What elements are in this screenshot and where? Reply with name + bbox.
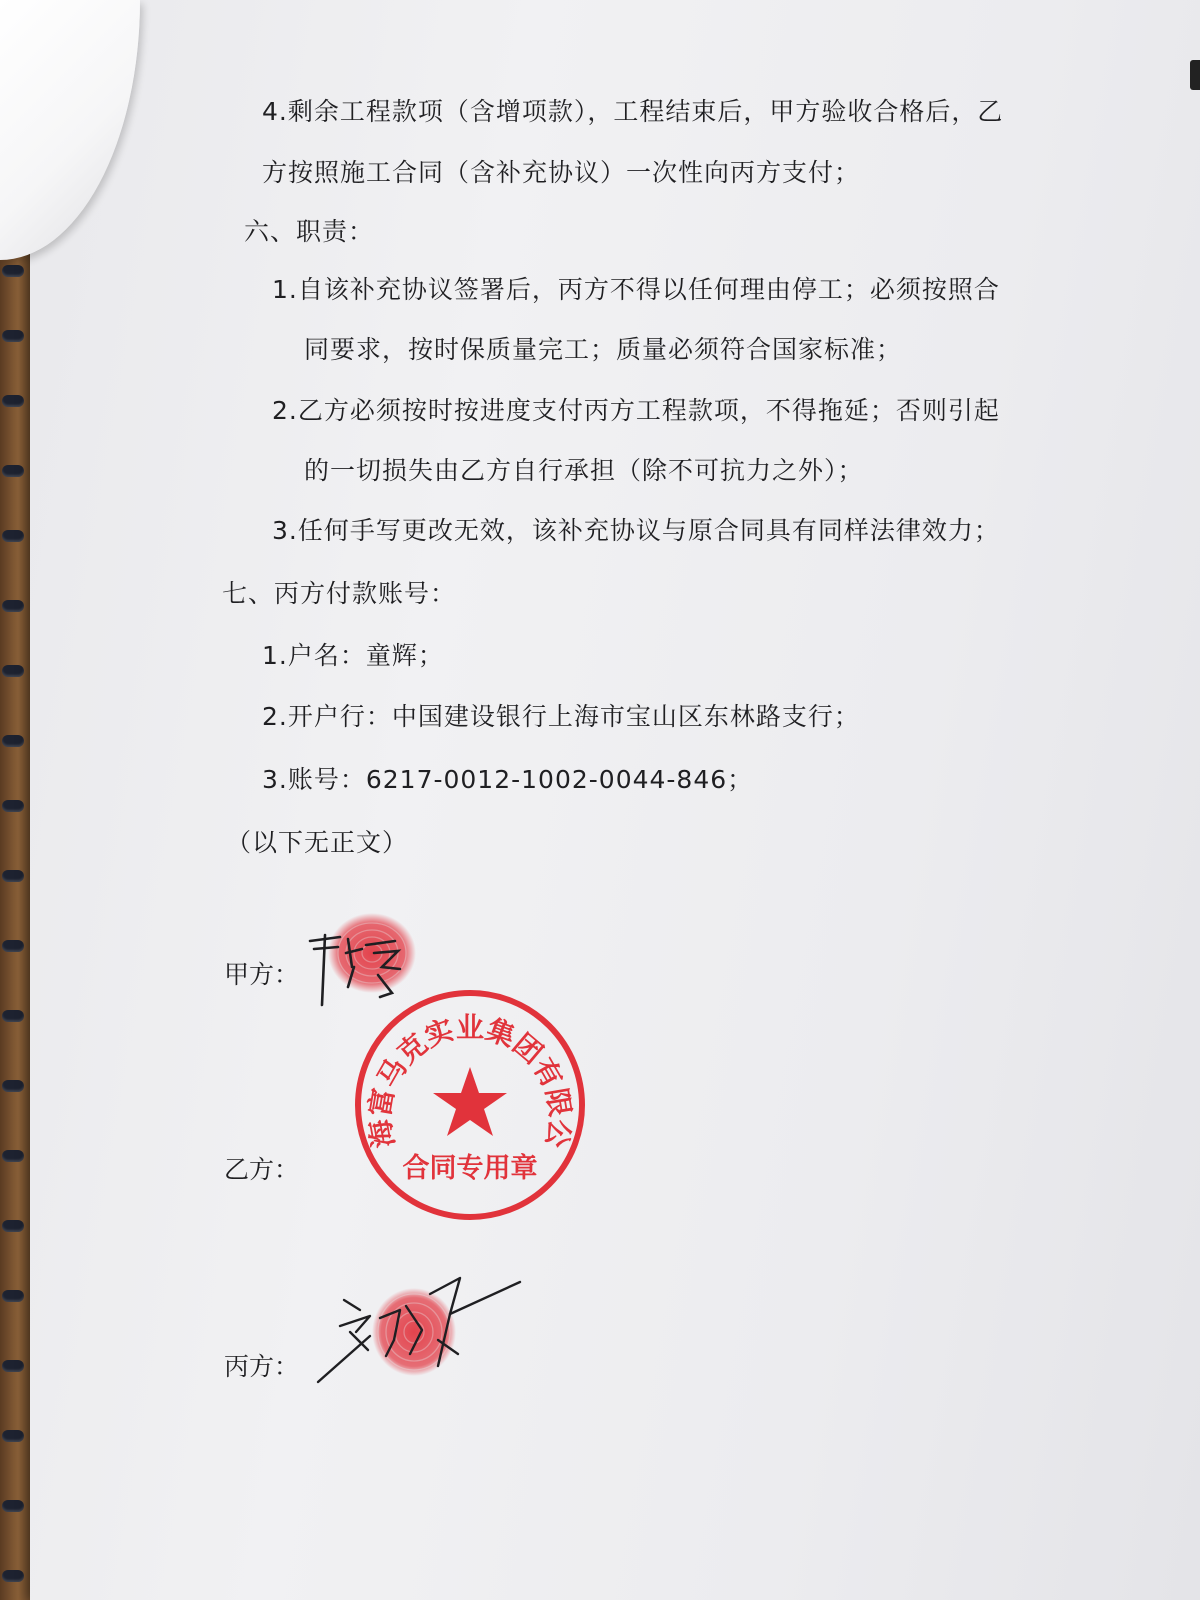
binding-hole: [2, 1360, 24, 1372]
duty-3-line: 3.任何手写更改无效，该补充协议与原合同具有同样法律效力；: [272, 516, 1000, 545]
seal-ring-text: 海富马克实业集团有限公: [363, 1011, 577, 1151]
binding-hole: [2, 1570, 24, 1582]
party-a-label: 甲方：: [224, 960, 300, 989]
duty-1-line-1: 1.自该补充协议签署后，丙方不得以任何理由停工；必须按照合: [272, 275, 1000, 304]
duty-2-line-2: 的一切损失由乙方自行承担（除不可抗力之外）；: [304, 456, 864, 485]
duty-2-line-1: 2.乙方必须按时按进度支付丙方工程款项，不得拖延；否则引起: [272, 396, 1000, 425]
seal-star-icon: [433, 1067, 507, 1136]
account-number: 3.账号：6217-0012-1002-0044-846；: [262, 765, 754, 794]
party-b-label: 乙方：: [224, 1155, 300, 1184]
binding-hole: [2, 330, 24, 342]
duty-1-line-2: 同要求，按时保质量完工；质量必须符合国家标准；: [304, 335, 903, 364]
binding-hole: [2, 1010, 24, 1022]
binding-hole: [2, 600, 24, 612]
account-bank: 2.开户行：中国建设银行上海市宝山区东林路支行；: [262, 702, 860, 731]
party-c-fingerprint-signature: [310, 1270, 540, 1390]
binding-hole: [2, 530, 24, 542]
binding-hole: [2, 1500, 24, 1512]
binding-hole: [2, 1150, 24, 1162]
clause-4-line-2: 方按照施工合同（含补充协议）一次性向丙方支付；: [262, 158, 861, 187]
section-seven-heading: 七、丙方付款账号：: [222, 579, 457, 608]
clause-4-line-1: 4.剩余工程款项（含增项款），工程结束后，甲方验收合格后，乙: [262, 97, 1004, 126]
party-c-label: 丙方：: [224, 1352, 300, 1381]
binding-hole: [2, 800, 24, 812]
binding-hole: [2, 265, 24, 277]
binding-hole: [2, 1290, 24, 1302]
binding-hole: [2, 665, 24, 677]
binding-hole: [2, 940, 24, 952]
page-edge-shadow: [1190, 60, 1200, 90]
binding-hole: [2, 395, 24, 407]
section-six-heading: 六、职责：: [244, 217, 375, 246]
seal-bottom-text: 合同专用章: [402, 1153, 538, 1184]
binding-hole: [2, 735, 24, 747]
binding-hole: [2, 1080, 24, 1092]
document-page: [30, 0, 1200, 1600]
binding-hole: [2, 465, 24, 477]
end-of-text-note: （以下无正文）: [226, 828, 409, 857]
binding-hole: [2, 1430, 24, 1442]
binding-hole: [2, 1220, 24, 1232]
binding-hole: [2, 870, 24, 882]
account-holder: 1.户名：童辉；: [262, 641, 444, 670]
company-contract-seal: [350, 985, 590, 1225]
